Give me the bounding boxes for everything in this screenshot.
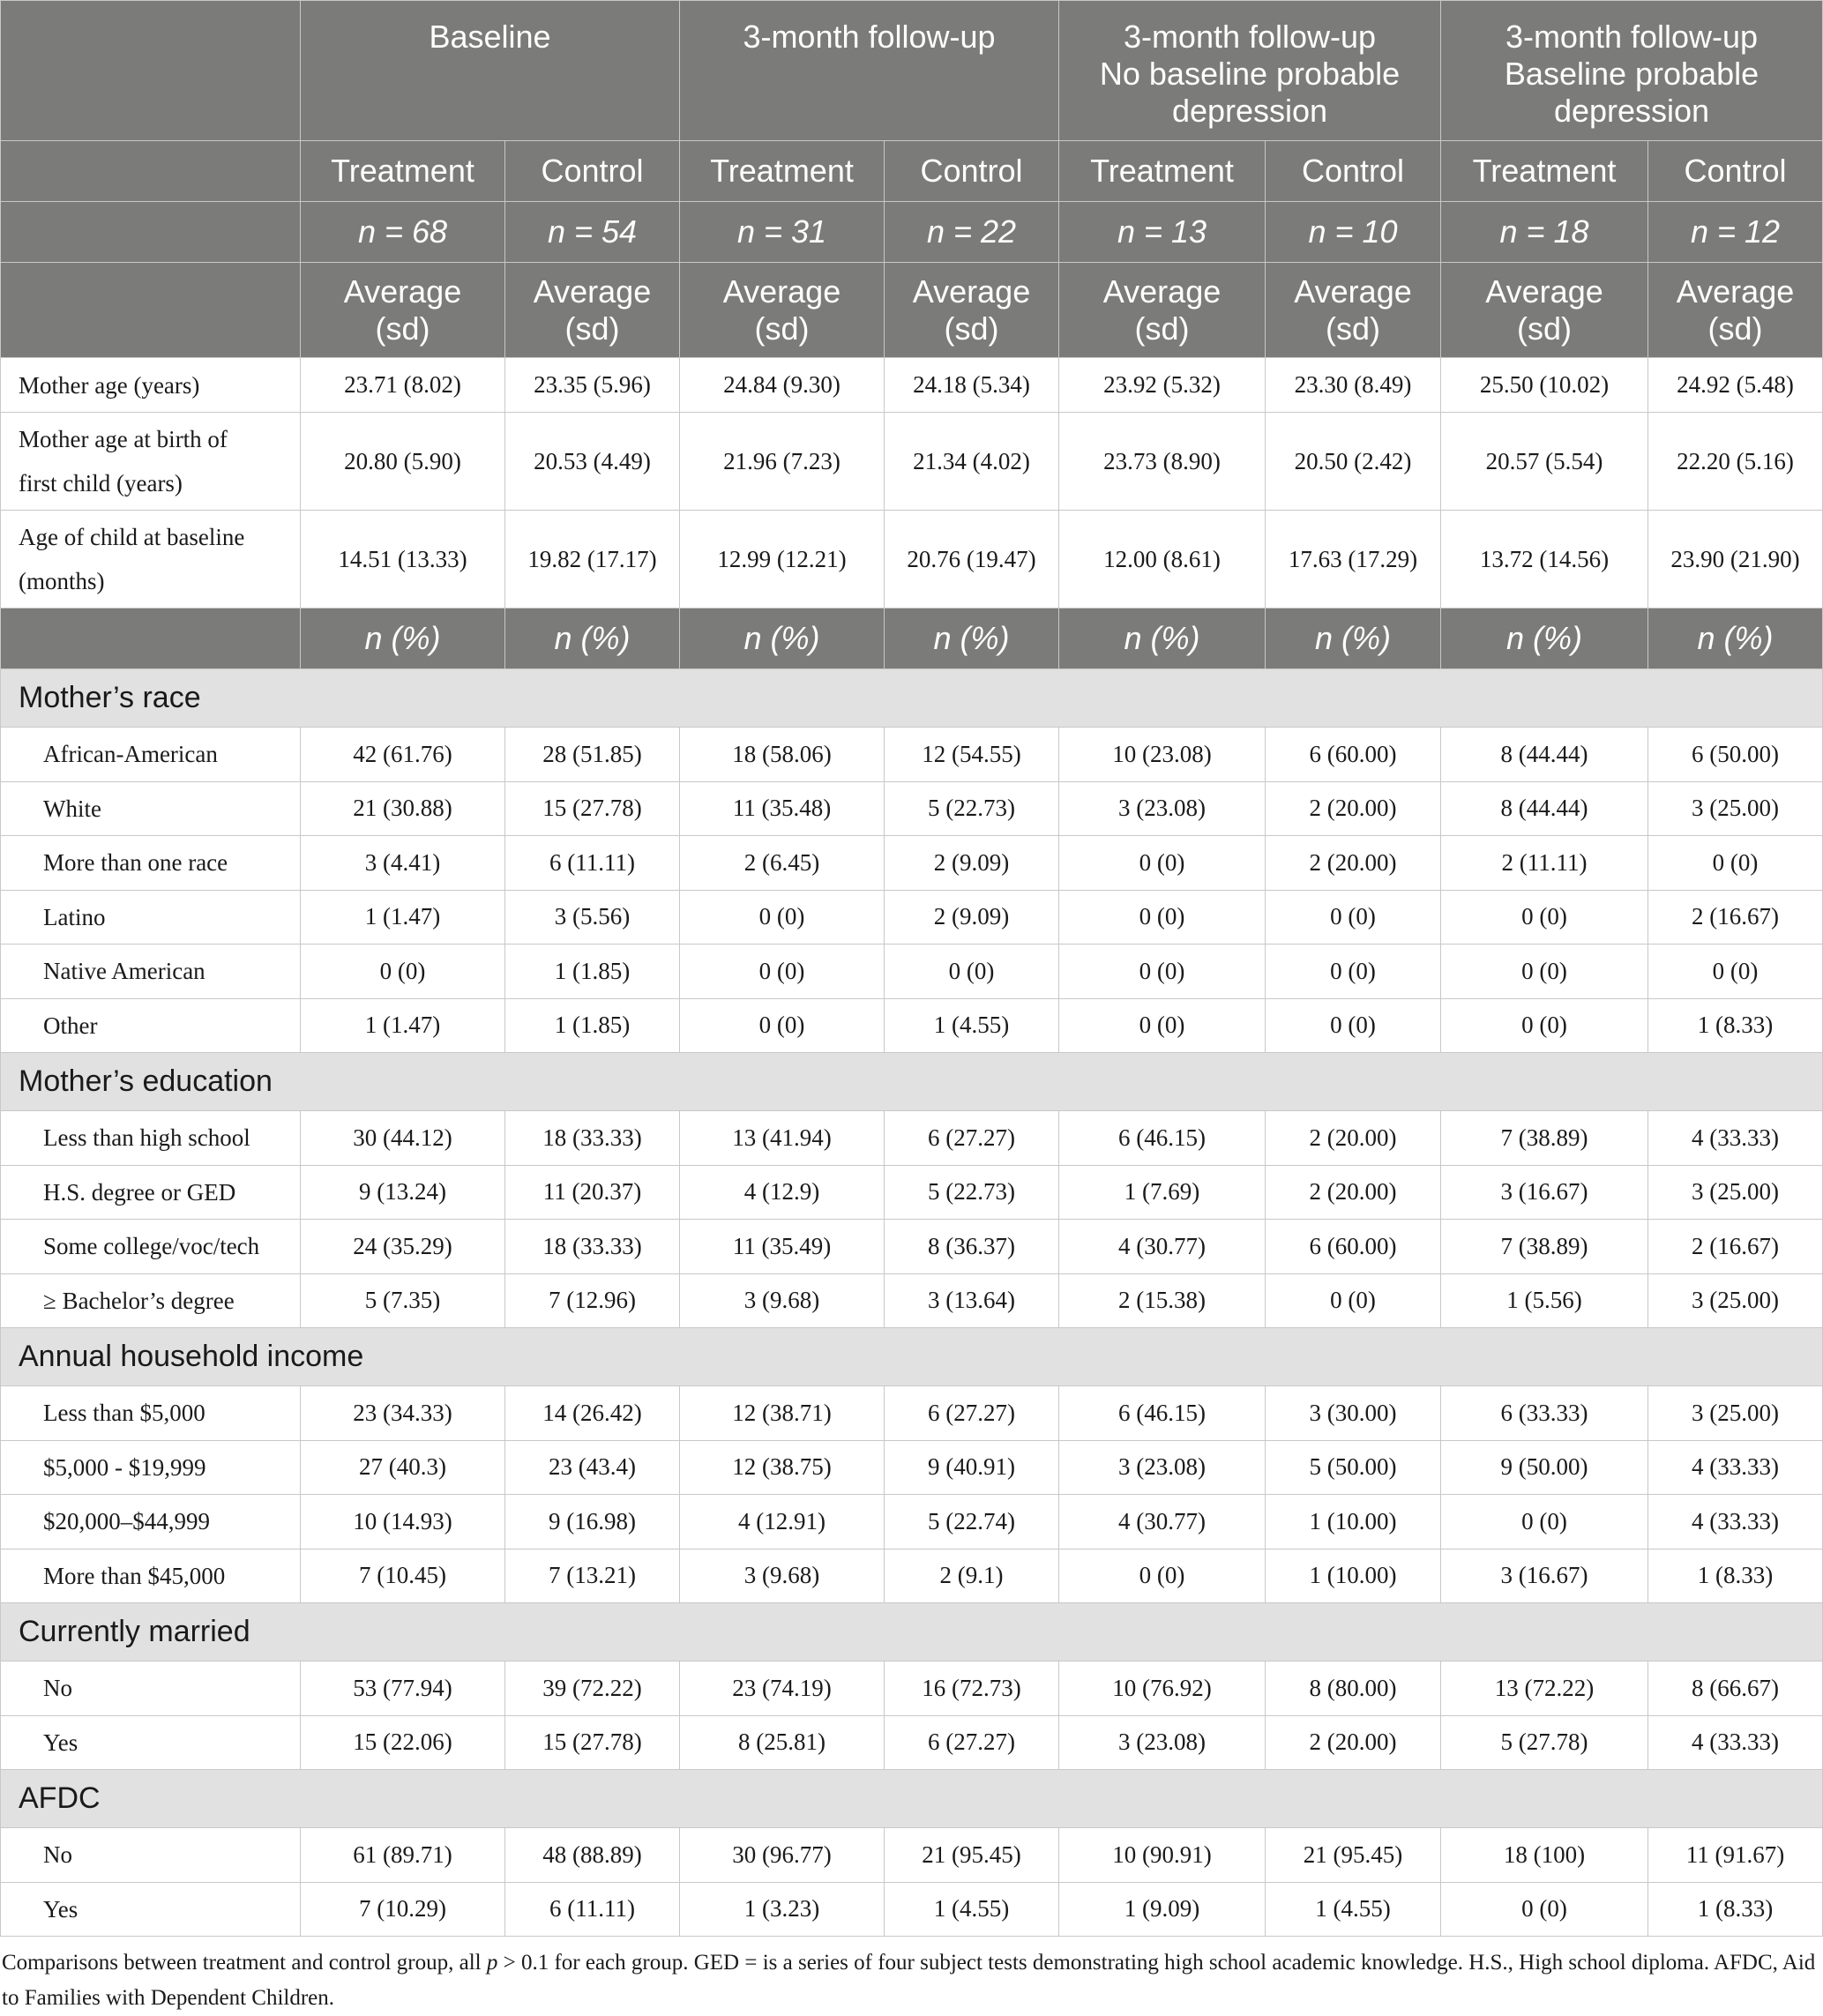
table-cell: 1 (3.23) — [680, 1882, 885, 1937]
continuous-row — [1, 413, 1823, 511]
row-label: $5,000 - $19,999 — [1, 1440, 301, 1495]
table-cell: 6 (27.27) — [885, 1111, 1059, 1166]
footnote-p-symbol: p — [486, 1951, 498, 1975]
table-cell: 23.71 (8.02) — [301, 358, 505, 413]
section-title: Mother’s education — [1, 1053, 1823, 1111]
table-cell: 2 (20.00) — [1266, 1165, 1441, 1220]
table-cell: 6 (27.27) — [885, 1715, 1059, 1770]
table-cell: 12.00 (8.61) — [1059, 511, 1266, 609]
table-row — [1, 1273, 1823, 1328]
table-row — [1, 945, 1823, 999]
table-row — [1, 1111, 1823, 1166]
arm-header-6: Control — [1266, 141, 1441, 202]
table-cell: 7 (38.89) — [1441, 1111, 1648, 1166]
table-cell: 7 (10.29) — [301, 1882, 505, 1937]
table-cell: 0 (0) — [1266, 890, 1441, 945]
stat-header-mean-5: Average (sd) — [1059, 263, 1266, 358]
table-cell: 5 (22.73) — [885, 781, 1059, 836]
table-cell: 0 (0) — [680, 890, 885, 945]
table-cell: 12 (54.55) — [885, 728, 1059, 782]
stat-header-mean-7: Average (sd) — [1441, 263, 1648, 358]
table-cell: 0 (0) — [301, 945, 505, 999]
table-cell: 2 (6.45) — [680, 836, 885, 891]
table-cell: 3 (30.00) — [1266, 1386, 1441, 1441]
table-row — [1, 1220, 1823, 1274]
table-cell: 3 (9.68) — [680, 1273, 885, 1328]
table-cell: 19.82 (17.17) — [505, 511, 680, 609]
table-cell: 0 (0) — [1441, 1495, 1648, 1549]
table-cell: 7 (10.45) — [301, 1549, 505, 1603]
table-cell: 24.92 (5.48) — [1648, 358, 1823, 413]
table-row — [1, 836, 1823, 891]
table-cell: 12 (38.75) — [680, 1440, 885, 1495]
table-cell: 1 (1.47) — [301, 890, 505, 945]
group-header-2: 3-month follow-up — [680, 1, 1059, 141]
arm-header-2: Control — [505, 141, 680, 202]
table-cell: 1 (5.56) — [1441, 1273, 1648, 1328]
table-cell: 23.90 (21.90) — [1648, 511, 1823, 609]
table-cell: 2 (20.00) — [1266, 836, 1441, 891]
stat-header-pct-4: n (%) — [885, 609, 1059, 669]
row-label: $20,000–$44,999 — [1, 1495, 301, 1549]
table-cell: 48 (88.89) — [505, 1828, 680, 1883]
table-cell: 22.20 (5.16) — [1648, 413, 1823, 511]
table-cell: 21.34 (4.02) — [885, 413, 1059, 511]
table-cell: 14 (26.42) — [505, 1386, 680, 1441]
table-cell: 2 (20.00) — [1266, 781, 1441, 836]
table-cell: 0 (0) — [1266, 998, 1441, 1053]
table-cell: 20.80 (5.90) — [301, 413, 505, 511]
table-cell: 8 (44.44) — [1441, 781, 1648, 836]
table-cell: 8 (66.67) — [1648, 1661, 1823, 1716]
table-cell: 7 (12.96) — [505, 1273, 680, 1328]
section-header-row — [1, 1603, 1823, 1661]
sample-size-4: n = 22 — [885, 202, 1059, 263]
stat-header-mean-1: Average (sd) — [301, 263, 505, 358]
table-cell: 17.63 (17.29) — [1266, 511, 1441, 609]
table-cell: 6 (11.11) — [505, 836, 680, 891]
footnote-text-2: > 0.1 for each group. GED = is a series of four subject tests demonstrating high school academic knowledge. H.S., High school diploma. AFDC, Aid to Families with Dependent Children. — [2, 1951, 1816, 2010]
sample-size-8: n = 12 — [1648, 202, 1823, 263]
table-cell: 3 (25.00) — [1648, 1165, 1823, 1220]
sample-size-1: n = 68 — [301, 202, 505, 263]
row-label: Yes — [1, 1882, 301, 1937]
table-cell: 12.99 (12.21) — [680, 511, 885, 609]
row-label: African-American — [1, 728, 301, 782]
table-cell: 1 (8.33) — [1648, 1549, 1823, 1603]
table-cell: 3 (16.67) — [1441, 1165, 1648, 1220]
table-cell: 14.51 (13.33) — [301, 511, 505, 609]
table-cell: 10 (23.08) — [1059, 728, 1266, 782]
section-header-row — [1, 669, 1823, 728]
table-cell: 23 (43.4) — [505, 1440, 680, 1495]
table-cell: 20.57 (5.54) — [1441, 413, 1648, 511]
table-cell: 0 (0) — [680, 945, 885, 999]
table-cell: 3 (16.67) — [1441, 1549, 1648, 1603]
header-corner-cell-4 — [1, 263, 301, 358]
table-cell: 9 (50.00) — [1441, 1440, 1648, 1495]
table-cell: 4 (12.91) — [680, 1495, 885, 1549]
table-cell: 0 (0) — [1441, 945, 1648, 999]
table-cell: 18 (100) — [1441, 1828, 1648, 1883]
table-cell: 3 (5.56) — [505, 890, 680, 945]
table-body — [1, 358, 1823, 1937]
row-label: Other — [1, 998, 301, 1053]
table-cell: 23.73 (8.90) — [1059, 413, 1266, 511]
table-cell: 4 (12.9) — [680, 1165, 885, 1220]
table-cell: 4 (33.33) — [1648, 1495, 1823, 1549]
stat-header-mean-3: Average (sd) — [680, 263, 885, 358]
section-header-row — [1, 1053, 1823, 1111]
table-cell: 2 (20.00) — [1266, 1111, 1441, 1166]
table-row — [1, 1165, 1823, 1220]
table-cell: 3 (4.41) — [301, 836, 505, 891]
row-label: Native American — [1, 945, 301, 999]
table-row — [1, 1386, 1823, 1441]
section-title: Mother’s race — [1, 669, 1823, 728]
table-cell: 24 (35.29) — [301, 1220, 505, 1274]
header-corner-cell-3 — [1, 202, 301, 263]
table-cell: 13 (72.22) — [1441, 1661, 1648, 1716]
header-row-pct — [1, 609, 1823, 669]
table-cell: 15 (27.78) — [505, 1715, 680, 1770]
table-cell: 18 (33.33) — [505, 1220, 680, 1274]
table-cell: 16 (72.73) — [885, 1661, 1059, 1716]
table-cell: 7 (13.21) — [505, 1549, 680, 1603]
group-header-1: Baseline — [301, 1, 680, 141]
table-cell: 23 (74.19) — [680, 1661, 885, 1716]
table-cell: 6 (27.27) — [885, 1386, 1059, 1441]
table-cell: 3 (9.68) — [680, 1549, 885, 1603]
table-cell: 13 (41.94) — [680, 1111, 885, 1166]
table-row — [1, 1715, 1823, 1770]
table-cell: 61 (89.71) — [301, 1828, 505, 1883]
table-cell: 0 (0) — [1059, 998, 1266, 1053]
table-cell: 2 (16.67) — [1648, 1220, 1823, 1274]
row-label: White — [1, 781, 301, 836]
table-row — [1, 998, 1823, 1053]
table-cell: 5 (27.78) — [1441, 1715, 1648, 1770]
table-cell: 53 (77.94) — [301, 1661, 505, 1716]
arm-header-8: Control — [1648, 141, 1823, 202]
table-cell: 1 (4.55) — [885, 1882, 1059, 1937]
table-cell: 3 (25.00) — [1648, 1386, 1823, 1441]
table-cell: 3 (25.00) — [1648, 781, 1823, 836]
table-cell: 8 (36.37) — [885, 1220, 1059, 1274]
stat-header-pct-1: n (%) — [301, 609, 505, 669]
arm-header-5: Treatment — [1059, 141, 1266, 202]
table-cell: 15 (27.78) — [505, 781, 680, 836]
group-header-4: 3-month follow-up Baseline probable depression — [1441, 1, 1823, 141]
table-cell: 4 (33.33) — [1648, 1440, 1823, 1495]
table-cell: 2 (15.38) — [1059, 1273, 1266, 1328]
table-cell: 7 (38.89) — [1441, 1220, 1648, 1274]
arm-header-1: Treatment — [301, 141, 505, 202]
table-cell: 11 (91.67) — [1648, 1828, 1823, 1883]
table-cell: 0 (0) — [885, 945, 1059, 999]
table-row — [1, 890, 1823, 945]
row-label: Less than $5,000 — [1, 1386, 301, 1441]
table-cell: 10 (14.93) — [301, 1495, 505, 1549]
table-cell: 1 (1.85) — [505, 998, 680, 1053]
sample-size-5: n = 13 — [1059, 202, 1266, 263]
table-row — [1, 1828, 1823, 1883]
row-label: Some college/voc/tech — [1, 1220, 301, 1274]
table-row — [1, 1549, 1823, 1603]
section-title: Currently married — [1, 1603, 1823, 1661]
table-cell: 11 (35.49) — [680, 1220, 885, 1274]
table-cell: 21.96 (7.23) — [680, 413, 885, 511]
table-cell: 11 (35.48) — [680, 781, 885, 836]
table-cell: 6 (50.00) — [1648, 728, 1823, 782]
group-header-3: 3-month follow-up No baseline probable depression — [1059, 1, 1441, 141]
table-cell: 11 (20.37) — [505, 1165, 680, 1220]
table-cell: 0 (0) — [680, 998, 885, 1053]
table-cell: 0 (0) — [1059, 1549, 1266, 1603]
table-cell: 2 (9.09) — [885, 836, 1059, 891]
row-label: H.S. degree or GED — [1, 1165, 301, 1220]
table-cell: 20.53 (4.49) — [505, 413, 680, 511]
table-cell: 0 (0) — [1441, 1882, 1648, 1937]
table-cell: 15 (22.06) — [301, 1715, 505, 1770]
table-cell: 12 (38.71) — [680, 1386, 885, 1441]
table-cell: 1 (7.69) — [1059, 1165, 1266, 1220]
table-row — [1, 728, 1823, 782]
stat-header-pct-3: n (%) — [680, 609, 885, 669]
sample-size-3: n = 31 — [680, 202, 885, 263]
table-cell: 2 (11.11) — [1441, 836, 1648, 891]
table-cell: 23.92 (5.32) — [1059, 358, 1266, 413]
table-cell: 21 (30.88) — [301, 781, 505, 836]
table-cell: 10 (90.91) — [1059, 1828, 1266, 1883]
table-cell: 3 (13.64) — [885, 1273, 1059, 1328]
arm-header-4: Control — [885, 141, 1059, 202]
table-cell: 1 (1.47) — [301, 998, 505, 1053]
table-cell: 1 (1.85) — [505, 945, 680, 999]
table-cell: 5 (50.00) — [1266, 1440, 1441, 1495]
table-cell: 18 (33.33) — [505, 1111, 680, 1166]
table-cell: 0 (0) — [1648, 945, 1823, 999]
stat-header-pct-2: n (%) — [505, 609, 680, 669]
table-cell: 39 (72.22) — [505, 1661, 680, 1716]
row-label: More than one race — [1, 836, 301, 891]
table-cell: 9 (40.91) — [885, 1440, 1059, 1495]
table-cell: 4 (30.77) — [1059, 1495, 1266, 1549]
table-cell: 1 (8.33) — [1648, 1882, 1823, 1937]
table-cell: 1 (10.00) — [1266, 1549, 1441, 1603]
table-cell: 6 (33.33) — [1441, 1386, 1648, 1441]
row-label: Yes — [1, 1715, 301, 1770]
continuous-row — [1, 511, 1823, 609]
table-cell: 6 (60.00) — [1266, 1220, 1441, 1274]
table-footnote — [0, 1937, 1820, 2016]
table-cell: 0 (0) — [1648, 836, 1823, 891]
table-cell: 20.50 (2.42) — [1266, 413, 1441, 511]
table-cell: 18 (58.06) — [680, 728, 885, 782]
table-cell: 2 (9.09) — [885, 890, 1059, 945]
table-cell: 30 (96.77) — [680, 1828, 885, 1883]
table-cell: 28 (51.85) — [505, 728, 680, 782]
table-cell: 0 (0) — [1441, 890, 1648, 945]
section-title: Annual household income — [1, 1328, 1823, 1386]
footnote-text-1: Comparisons between treatment and control group, all — [2, 1951, 487, 1975]
table-cell: 5 (7.35) — [301, 1273, 505, 1328]
table-row — [1, 1661, 1823, 1716]
table-cell: 2 (16.67) — [1648, 890, 1823, 945]
table-cell: 10 (76.92) — [1059, 1661, 1266, 1716]
table-cell: 30 (44.12) — [301, 1111, 505, 1166]
table-cell: 25.50 (10.02) — [1441, 358, 1648, 413]
stat-header-pct-8: n (%) — [1648, 609, 1823, 669]
table-cell: 5 (22.73) — [885, 1165, 1059, 1220]
table-cell: 23.35 (5.96) — [505, 358, 680, 413]
table-cell: 6 (60.00) — [1266, 728, 1441, 782]
row-label: More than $45,000 — [1, 1549, 301, 1603]
arm-header-3: Treatment — [680, 141, 885, 202]
table-cell: 3 (23.08) — [1059, 1715, 1266, 1770]
stat-header-pct-6: n (%) — [1266, 609, 1441, 669]
row-label: ≥ Bachelor’s degree — [1, 1273, 301, 1328]
table-cell: 1 (10.00) — [1266, 1495, 1441, 1549]
stat-header-mean-2: Average (sd) — [505, 263, 680, 358]
table-cell: 27 (40.3) — [301, 1440, 505, 1495]
section-title: AFDC — [1, 1770, 1823, 1828]
table-cell: 0 (0) — [1059, 890, 1266, 945]
row-label: Latino — [1, 890, 301, 945]
header-corner-cell-2 — [1, 141, 301, 202]
stat-header-pct-5: n (%) — [1059, 609, 1266, 669]
table-cell: 1 (4.55) — [885, 998, 1059, 1053]
table-cell: 1 (9.09) — [1059, 1882, 1266, 1937]
header-row-stat — [1, 263, 1823, 358]
row-label: Mother age at birth of first child (years) — [1, 413, 301, 511]
table-cell: 0 (0) — [1059, 945, 1266, 999]
table-cell: 8 (44.44) — [1441, 728, 1648, 782]
table-row — [1, 1882, 1823, 1937]
table-cell: 21 (95.45) — [885, 1828, 1059, 1883]
sample-size-6: n = 10 — [1266, 202, 1441, 263]
table-cell: 23.30 (8.49) — [1266, 358, 1441, 413]
table-cell: 9 (13.24) — [301, 1165, 505, 1220]
header-row-arms — [1, 141, 1823, 202]
header-corner-cell — [1, 1, 301, 141]
sample-size-7: n = 18 — [1441, 202, 1648, 263]
row-label: Mother age (years) — [1, 358, 301, 413]
table-cell: 24.84 (9.30) — [680, 358, 885, 413]
table-cell: 3 (25.00) — [1648, 1273, 1823, 1328]
stat-header-pct-7: n (%) — [1441, 609, 1648, 669]
table-cell: 2 (9.1) — [885, 1549, 1059, 1603]
table-cell: 4 (33.33) — [1648, 1111, 1823, 1166]
row-label: Age of child at baseline (months) — [1, 511, 301, 609]
table-cell: 13.72 (14.56) — [1441, 511, 1648, 609]
section-header-row — [1, 1770, 1823, 1828]
section-header-row — [1, 1328, 1823, 1386]
table-cell: 0 (0) — [1059, 836, 1266, 891]
table-cell: 21 (95.45) — [1266, 1828, 1441, 1883]
table-row — [1, 1440, 1823, 1495]
continuous-row — [1, 358, 1823, 413]
table-cell: 8 (25.81) — [680, 1715, 885, 1770]
table-cell: 4 (30.77) — [1059, 1220, 1266, 1274]
table-cell: 0 (0) — [1266, 945, 1441, 999]
table-row — [1, 1495, 1823, 1549]
table-cell: 42 (61.76) — [301, 728, 505, 782]
table-cell: 2 (20.00) — [1266, 1715, 1441, 1770]
table-cell: 23 (34.33) — [301, 1386, 505, 1441]
stat-header-mean-6: Average (sd) — [1266, 263, 1441, 358]
table-cell: 4 (33.33) — [1648, 1715, 1823, 1770]
table-cell: 24.18 (5.34) — [885, 358, 1059, 413]
table-cell: 1 (8.33) — [1648, 998, 1823, 1053]
table-cell: 8 (80.00) — [1266, 1661, 1441, 1716]
table-cell: 3 (23.08) — [1059, 1440, 1266, 1495]
arm-header-7: Treatment — [1441, 141, 1648, 202]
stat-header-mean-4: Average (sd) — [885, 263, 1059, 358]
table-cell: 9 (16.98) — [505, 1495, 680, 1549]
table-cell: 20.76 (19.47) — [885, 511, 1059, 609]
row-label: No — [1, 1828, 301, 1883]
table-cell: 3 (23.08) — [1059, 781, 1266, 836]
table-row — [1, 781, 1823, 836]
stat-header-mean-8: Average (sd) — [1648, 263, 1823, 358]
header-row-groups — [1, 1, 1823, 141]
table-cell: 1 (4.55) — [1266, 1882, 1441, 1937]
sample-size-2: n = 54 — [505, 202, 680, 263]
header-corner-cell-5 — [1, 609, 301, 669]
header-row-n — [1, 202, 1823, 263]
row-label: No — [1, 1661, 301, 1716]
table-cell: 6 (11.11) — [505, 1882, 680, 1937]
table-header — [1, 1, 1823, 358]
table-cell: 0 (0) — [1266, 1273, 1441, 1328]
row-label: Less than high school — [1, 1111, 301, 1166]
table-cell: 6 (46.15) — [1059, 1386, 1266, 1441]
table-cell: 5 (22.74) — [885, 1495, 1059, 1549]
table-cell: 6 (46.15) — [1059, 1111, 1266, 1166]
table-cell: 0 (0) — [1441, 998, 1648, 1053]
